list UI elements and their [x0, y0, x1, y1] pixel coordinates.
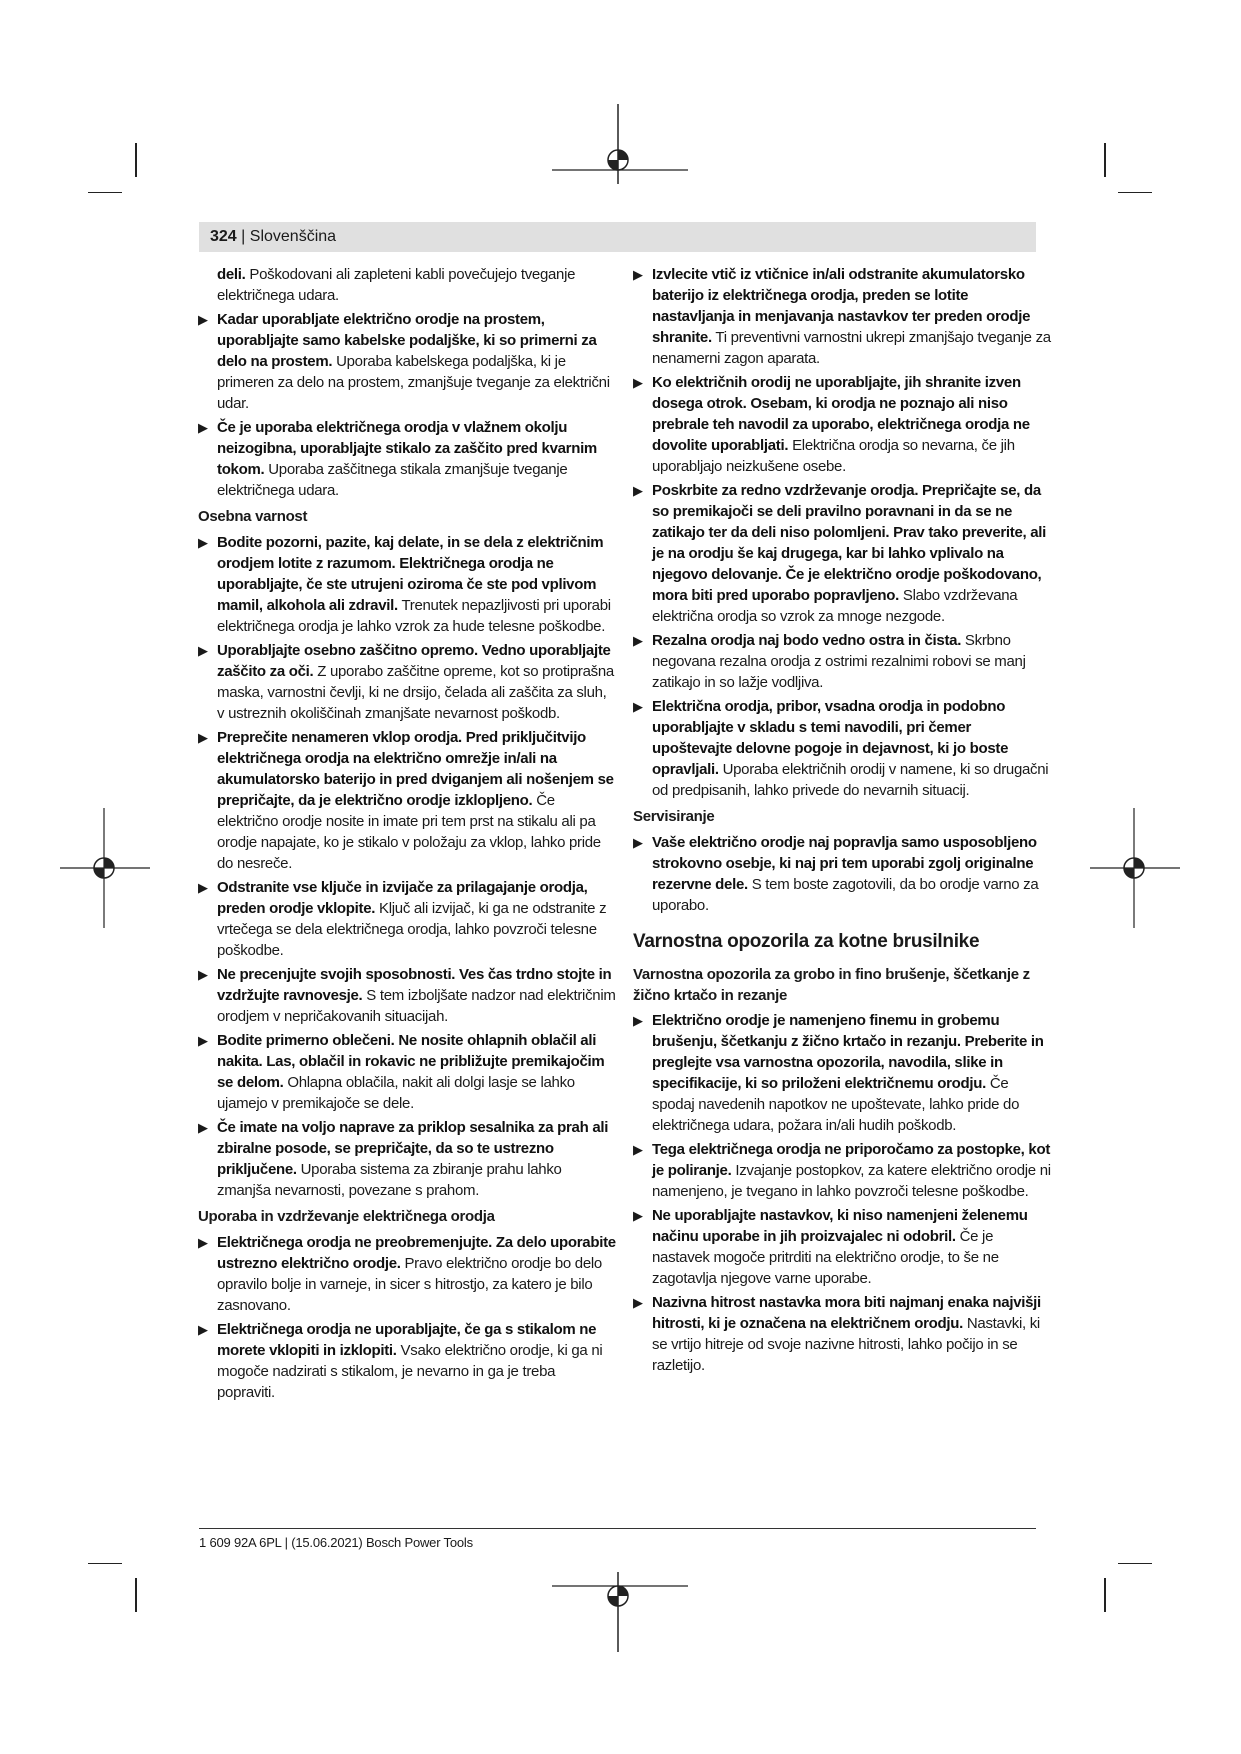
list-item: ▶ Kadar uporabljate električno orodje na prostem, uporabljajte samo kabelske podaljške, ki so primerni za delo na prostem. Uporaba kabelskega podaljška, ki je primeren za delo na prostem, zmanjšuje tveganje za električni udar.	[198, 311, 610, 412]
list-item: ▶ Električno orodje je namenjeno finemu in grobemu brušenju, ščetkanju z žično krtačo in rezanju. Preberite in preglejte vsa varnostna opozorila, navodila, slike in specifikacije, ki so priloženi električnemu orodju. Če spodaj navedenih napotkov ne upoštevate, lahko pride do električnega udara, požara in/ali hudih poškodb.	[633, 1012, 1044, 1134]
continuation-paragraph: deli. Poškodovani ali zapleteni kabli povečujejo tveganje električnega udara.	[217, 266, 576, 304]
list-item: ▶ Ko električnih orodij ne uporabljajte, jih shranite izven dosega otrok. Osebam, ki orodja ne poznajo ali niso prebrale teh navodil za uporabo, električnega orodja ne dovolite uporabljati. Električna orodja so nevarna, če jih uporabljajo neizkušene osebe.	[633, 374, 1030, 475]
crop-mark	[88, 192, 122, 193]
bullet-arrow-icon: ▶	[633, 267, 643, 282]
right-column	[633, 264, 1051, 1379]
page-header	[210, 228, 336, 246]
registration-mark-icon	[552, 1572, 688, 1652]
crop-mark	[135, 143, 137, 177]
bullet-arrow-icon: ▶	[633, 633, 643, 648]
bullet-arrow-icon: ▶	[198, 535, 208, 550]
bullet-arrow-icon: ▶	[633, 375, 643, 390]
list-item: ▶ Uporabljajte osebno zaščitno opremo. Vedno uporabljajte zaščito za oči. Z uporabo zaščitne opreme, kot so protiprašna maska, varnostni čevlji, ki ne drsijo, čelada ali zaščita za sluh, v ustreznih okoliščinah zmanjšate nevarnost poškodb.	[198, 642, 614, 722]
crop-mark	[1104, 143, 1106, 177]
bullet-arrow-icon: ▶	[198, 1033, 208, 1048]
bullet-arrow-icon: ▶	[633, 835, 643, 850]
list-item: ▶ Izvlecite vtič iz vtičnice in/ali odstranite akumulatorsko baterijo iz električnega orodja, preden se lotite nastavljanja in menjavanja nastavkov ter preden orodje shranite. Ti preventivni varnostni ukrepi zmanjšajo tveganje za nenamerni zagon aparata.	[633, 266, 1051, 367]
crop-mark	[88, 1563, 122, 1564]
header-language: Slovenščina	[249, 228, 337, 245]
section-heading: Uporaba in vzdrževanje električnega orodja	[198, 1208, 495, 1225]
crop-mark	[135, 1578, 137, 1612]
bullet-arrow-icon: ▶	[198, 1322, 208, 1337]
list-item: ▶ Tega električnega orodja ne priporočamo za postopke, kot je poliranje. Izvajanje postopkov, za katere električno orodje ni namenjeno, je tvegano in lahko povzroči telesne poškodbe.	[633, 1141, 1051, 1200]
bullet-arrow-icon: ▶	[198, 1120, 208, 1135]
list-item: ▶ Električna orodja, pribor, vsadna orodja in podobno uporabljajte v skladu s temi navodili, pri čemer upoštevajte delovne pogoje in dejavnost, ki jo boste opravljali. Uporaba električnih orodij v namene, ki so drugačni od predpisanih, lahko privede do nevarnih situacij.	[633, 698, 1049, 799]
list-item: ▶ Električnega orodja ne uporabljajte, če ga s stikalom ne morete vklopiti in izklopiti. Vsako električno orodje, ki ga ni mogoče nadzirati s stikalom, je nevarno in ga je treba popraviti.	[198, 1321, 603, 1401]
list-item: ▶ Če je uporaba električnega orodja v vlažnem okolju neizogibna, uporabljajte stikalo za zaščito pred kvarnim tokom. Uporaba zaščitnega stikala zmanjšuje tveganje električnega udara.	[198, 419, 597, 499]
bullet-arrow-icon: ▶	[633, 1013, 643, 1028]
list-item: ▶ Bodite pozorni, pazite, kaj delate, in se dela z električnim orodjem lotite z razumom. Električnega orodja ne uporabljajte, če ste utrujeni oziroma če ste pod vplivom mamil, alkohola ali zdravil. Trenutek nepazljivosti pri uporabi električnega orodja je lahko vzrok za hude telesne poškodbe.	[198, 534, 611, 635]
page-number: 324	[210, 228, 237, 245]
bullet-arrow-icon: ▶	[633, 699, 643, 714]
registration-mark-icon	[1090, 808, 1180, 928]
crop-mark	[1104, 1578, 1106, 1612]
bullet-arrow-icon: ▶	[198, 1235, 208, 1250]
bullet-arrow-icon: ▶	[633, 1295, 643, 1310]
bullet-arrow-icon: ▶	[198, 420, 208, 435]
footer-rule	[199, 1528, 1036, 1529]
bullet-arrow-icon: ▶	[633, 483, 643, 498]
list-item: ▶ Nazivna hitrost nastavka mora biti najmanj enaka najvišji hitrosti, ki je označena na električnem orodju. Nastavki, ki se vrtijo hitreje od svoje nazivne hitrosti, lahko počijo in se razletijo.	[633, 1294, 1041, 1374]
bullet-arrow-icon: ▶	[198, 643, 208, 658]
list-item: ▶ Ne uporabljajte nastavkov, ki niso namenjeni želenemu načinu uporabe in jih proizvajalec ni odobril. Če je nastavek mogoče pritrditi na električno orodje, to še ne zagotavlja njegove varne uporabe.	[633, 1207, 1028, 1287]
registration-mark-icon	[552, 104, 688, 184]
page-footer: 1 609 92A 6PL | (15.06.2021) Bosch Power Tools	[199, 1535, 473, 1550]
list-item: ▶ Ne precenjujte svojih sposobnosti. Ves čas trdno stojte in vzdržujte ravnovesje. S tem izboljšate nadzor nad električnim orodjem v nepričakovanih situacijah.	[198, 966, 616, 1025]
crop-mark	[1118, 192, 1152, 193]
list-item: ▶ Odstranite vse ključe in izvijače za prilagajanje orodja, preden orodje vklopite. Ključ ali izvijač, ki ga ne odstranite z vrtečega se dela električnega orodja, lahko povzroči telesne poškodbe.	[198, 879, 607, 959]
bullet-arrow-icon: ▶	[198, 967, 208, 982]
registration-mark-icon	[60, 808, 150, 928]
header-separator: |	[241, 228, 246, 245]
bullet-arrow-icon: ▶	[198, 880, 208, 895]
main-heading: Varnostna opozorila za kotne brusilnike	[633, 931, 980, 952]
crop-mark	[1118, 1563, 1152, 1564]
bullet-arrow-icon: ▶	[633, 1208, 643, 1223]
left-column	[198, 264, 616, 1406]
section-heading: Servisiranje	[633, 808, 715, 825]
list-item: ▶ Če imate na voljo naprave za priklop sesalnika za prah ali zbiralne posode, se prepričajte, da so te ustrezno priključene. Uporaba sistema za zbiranje prahu lahko zmanjša nevarnosti, povezane s prahom.	[198, 1119, 609, 1199]
list-item: ▶ Električnega orodja ne preobremenjujte. Za delo uporabite ustrezno električno orodje. Pravo električno orodje bo delo opravilo bolje in varneje, in sicer s hitrostjo, za katero je bilo zasnovano.	[198, 1234, 616, 1314]
bullet-arrow-icon: ▶	[633, 1142, 643, 1157]
sub-heading: Varnostna opozorila za grobo in fino brušenje, ščetkanje z žično krtačo in rezanje	[633, 966, 1030, 1004]
list-item: ▶ Rezalna orodja naj bodo vedno ostra in čista. Skrbno negovana rezalna orodja z ostrimi rezalnimi robovi se manj zatikajo in so lažje vodljiva.	[633, 632, 1026, 691]
list-item: ▶ Preprečite nenameren vklop orodja. Pred priključitvijo električnega orodja na električno omrežje in/ali na akumulatorsko baterijo in pred dviganjem ali nošenjem se prepričajte, da je električno orodje izklopljeno. Če električno orodje nosite in imate pri tem prst na stikalu ali pa orodje napajate, ko je stikalo v položaju za vklop, lahko pride do nesreče.	[198, 729, 614, 872]
bullet-arrow-icon: ▶	[198, 312, 208, 327]
list-item: ▶ Poskrbite za redno vzdrževanje orodja. Prepričajte se, da so premikajoči se deli pravilno poravnani in da se ne zatikajo ter da deli niso polomljeni. Prav tako preverite, ali je na orodju še kaj drugega, kar bi lahko vplivalo na njegovo delovanje. Če je električno orodje poškodovano, mora biti pred uporabo popravljeno. Slabo vzdrževana električna orodja so vzrok za mnoge nezgode.	[633, 482, 1047, 625]
list-item: ▶ Vaše električno orodje naj popravlja samo usposobljeno strokovno osebje, ki naj pri tem uporabi zgolj originalne rezervne dele. S tem boste zagotovili, da bo orodje varno za uporabo.	[633, 834, 1039, 914]
bullet-arrow-icon: ▶	[198, 730, 208, 745]
section-heading: Osebna varnost	[198, 508, 308, 525]
list-item: ▶ Bodite primerno oblečeni. Ne nosite ohlapnih oblačil ali nakita. Las, oblačil in rokavic ne približujte premikajočim se delom. Ohlapna oblačila, nakit ali dolgi lasje se lahko ujamejo v premikajoče se dele.	[198, 1032, 605, 1112]
